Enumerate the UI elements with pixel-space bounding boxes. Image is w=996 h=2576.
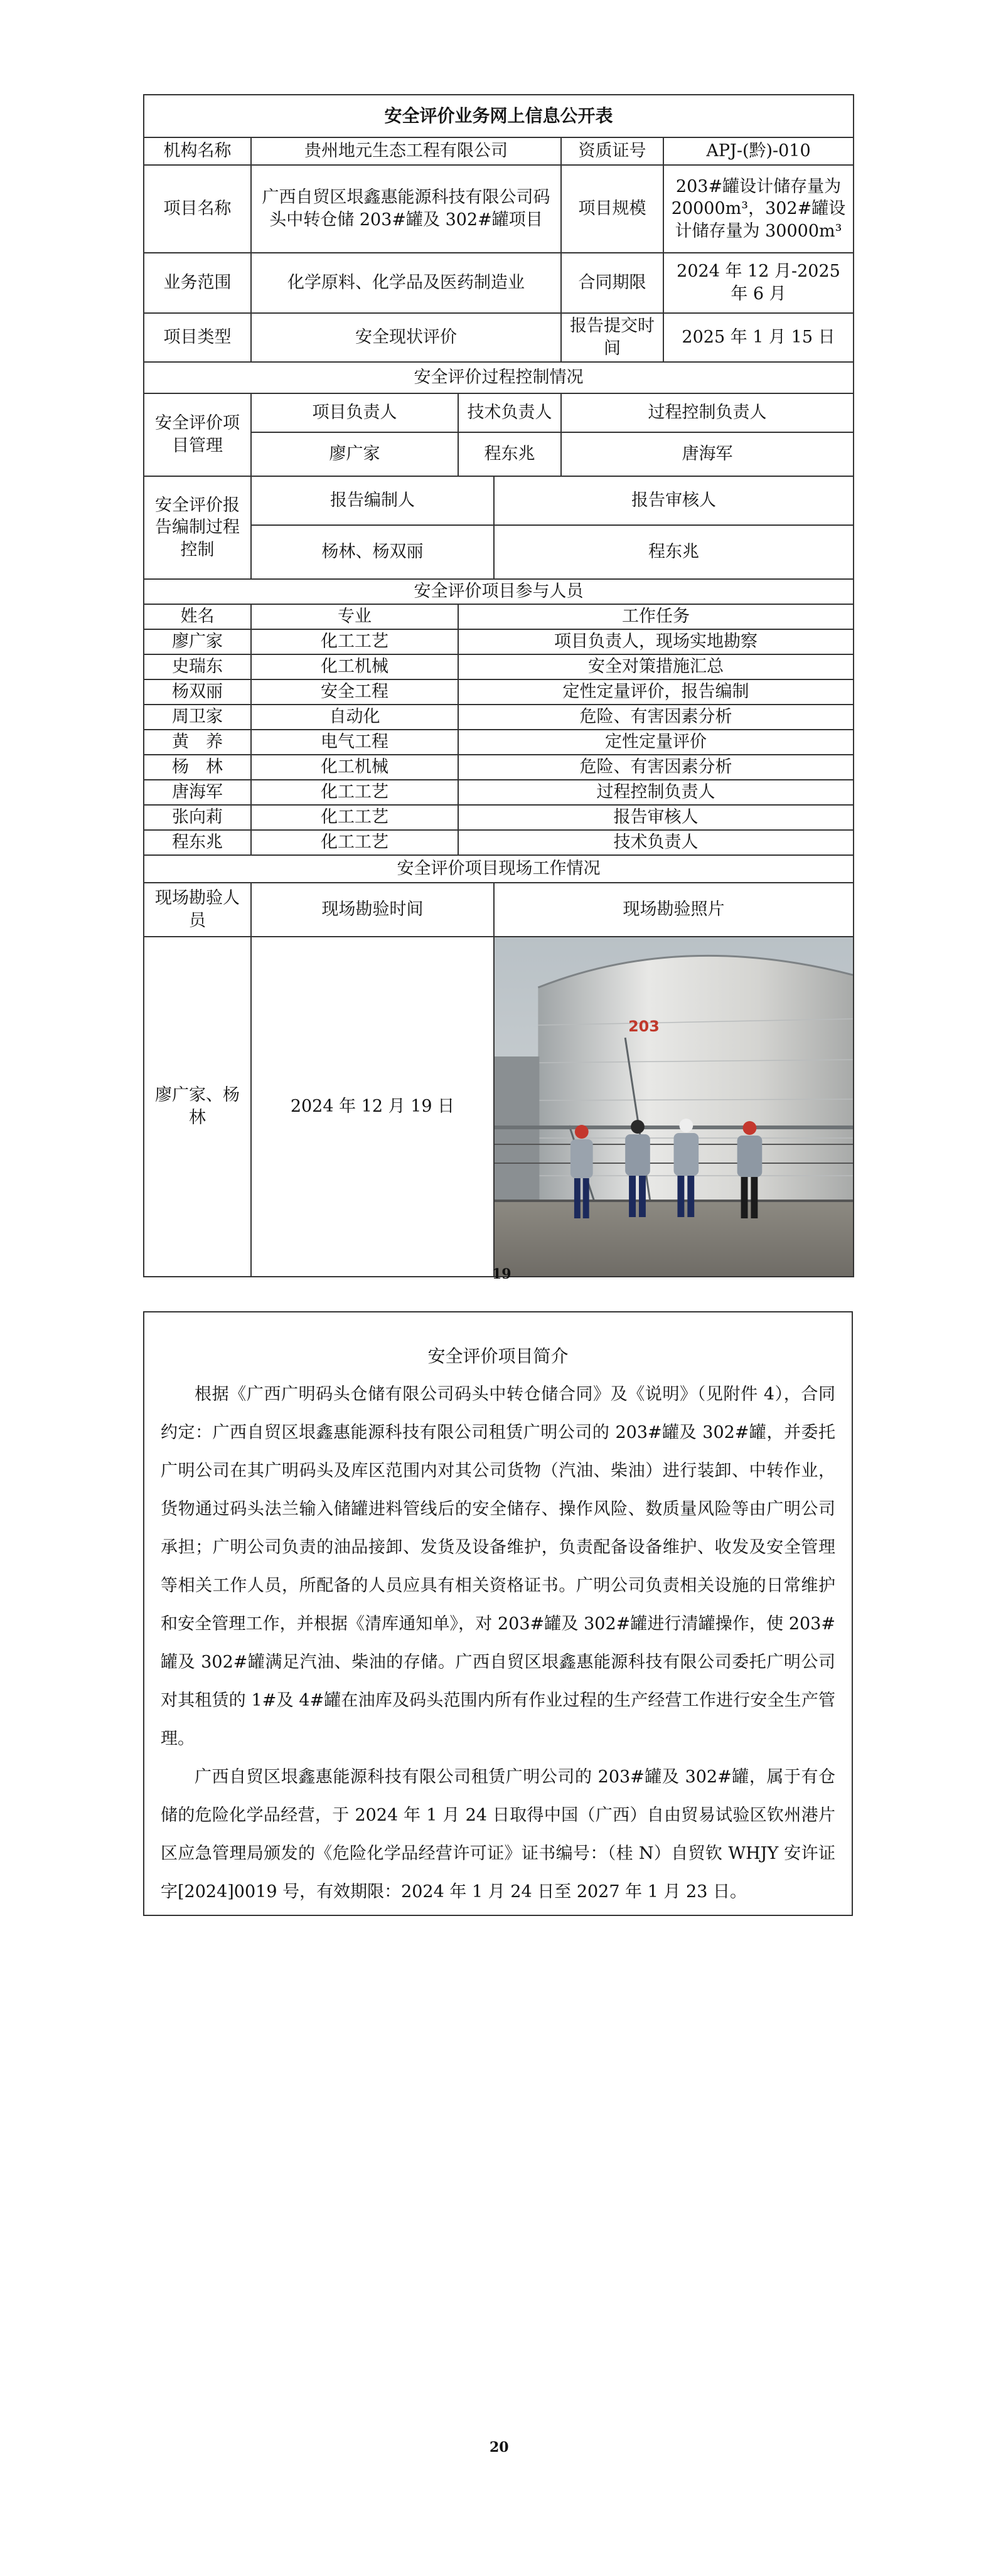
project-name-label: 项目名称 <box>144 165 251 253</box>
participant-name: 周卫家 <box>144 705 251 730</box>
project-intro-box <box>143 1311 853 1916</box>
site-photo-label: 现场勘验照片 <box>494 883 854 937</box>
process-control-title: 安全评价过程控制情况 <box>144 362 854 393</box>
participant-major: 化工机械 <box>251 755 458 780</box>
participant-row <box>144 654 854 679</box>
project-name-value: 广西自贸区垠鑫惠能源科技有限公司码头中转仓储 203#罐及 302#罐项目 <box>251 165 561 253</box>
project-scale-label: 项目规模 <box>561 165 663 253</box>
participant-task: 危险、有害因素分析 <box>458 705 854 730</box>
site-time-value: 2024 年 12 月 19 日 <box>251 937 494 1277</box>
site-people-label: 现场勘验人员 <box>144 883 251 937</box>
page-number: 19 <box>492 1266 511 1282</box>
site-time-label: 现场勘验时间 <box>251 883 494 937</box>
site-title: 安全评价项目现场工作情况 <box>144 855 854 883</box>
participant-row <box>144 730 854 755</box>
participant-row <box>144 805 854 830</box>
site-photo-image <box>495 937 853 1276</box>
participant-name: 杨双丽 <box>144 679 251 705</box>
reviewer-label: 报告审核人 <box>494 476 854 525</box>
participant-task: 定性定量评价，报告编制 <box>458 679 854 705</box>
participant-major: 化工机械 <box>251 654 458 679</box>
participant-task: 过程控制负责人 <box>458 780 854 805</box>
intro-paragraph-2: 广西自贸区垠鑫惠能源科技有限公司租赁广明公司的 203#罐及 302#罐，属于有仓储的危险化学品经营，于 2024 年 1 月 24 日取得中国（广西）自由贸易试验区钦州港片区应急管理局颁发的《危险化学品经营许可证》证书编号：（桂 N）自贸钦 WHJY 安许证字[2024]0019 号，有效期限：2024 年 1 月 24 日至 2027 年 1 月 23 日。 <box>161 1767 835 1902</box>
participant-row <box>144 679 854 705</box>
participant-name: 唐海军 <box>144 780 251 805</box>
participant-task: 报告审核人 <box>458 805 854 830</box>
tech-value: 程东兆 <box>458 432 561 476</box>
report-date-value: 2025 年 1 月 15 日 <box>663 313 854 362</box>
tech-label: 技术负责人 <box>458 393 561 432</box>
writer-value: 杨林、杨双丽 <box>251 525 494 579</box>
participant-name: 程东兆 <box>144 830 251 855</box>
cert-label: 资质证号 <box>561 137 663 165</box>
participant-major: 化工工艺 <box>251 780 458 805</box>
participant-task: 危险、有害因素分析 <box>458 755 854 780</box>
report-ctrl-label: 安全评价报告编制过程控制 <box>144 476 251 579</box>
participant-row <box>144 705 854 730</box>
cert-value: APJ-(黔)-010 <box>663 137 854 165</box>
participant-row <box>144 830 854 855</box>
intro-paragraph-1: 根据《广西广明码头仓储有限公司码头中转仓储合同》及《说明》（见附件 4），合同约定：广西自贸区垠鑫惠能源科技有限公司租赁广明公司的 203#罐及 302#罐，并委托广明公司在其广明码头及库区范围内对其公司货物（汽油、柴油）进行装卸、中转作业，货物通过码头法兰输入储罐进料管线后的安全储存、操作风险、数质量风险等由广明公司承担；广明公司负责的油品接卸、发货及设备维护，负责配备设备维护、收发及安全管理等相关工作人员，所配备的人员应具有相关资格证书。广明公司负责相关设施的日常维护和安全管理工作，并根据《清库通知单》，对 203#罐及 302#罐进行清罐操作，使 203#罐及 302#罐满足汽油、柴油的存储。广西自贸区垠鑫惠能源科技有限公司委托广明公司对其租赁的 1#及 4#罐在油库及码头范围内所有作业过程的生产经营工作进行安全生产管理。 <box>161 1385 835 1748</box>
contract-period-value: 2024 年 12 月-2025 年 6 月 <box>663 253 854 313</box>
page-number: 20 <box>490 2439 509 2456</box>
intro-title: 安全评价项目简介 <box>427 1346 569 1366</box>
table-title: 安全评价业务网上信息公开表 <box>144 95 854 137</box>
participant-task: 项目负责人，现场实地勘察 <box>458 629 854 654</box>
participant-row <box>144 780 854 805</box>
mgmt-label: 安全评价项目管理 <box>144 393 251 476</box>
participant-name: 廖广家 <box>144 629 251 654</box>
info-disclosure-table <box>143 94 854 1277</box>
col-major-header: 专业 <box>251 604 458 629</box>
col-task-header: 工作任务 <box>458 604 854 629</box>
business-scope-label: 业务范围 <box>144 253 251 313</box>
pc-value: 唐海军 <box>561 432 854 476</box>
participant-row <box>144 755 854 780</box>
participant-major: 自动化 <box>251 705 458 730</box>
participants-title: 安全评价项目参与人员 <box>144 579 854 604</box>
project-type-value: 安全现状评价 <box>251 313 561 362</box>
pc-label: 过程控制负责人 <box>561 393 854 432</box>
participant-task: 安全对策措施汇总 <box>458 654 854 679</box>
participant-row <box>144 629 854 654</box>
participant-task: 技术负责人 <box>458 830 854 855</box>
pm-value: 廖广家 <box>251 432 458 476</box>
business-scope-value: 化学原料、化学品及医药制造业 <box>251 253 561 313</box>
participant-major: 化工工艺 <box>251 805 458 830</box>
participant-name: 史瑞东 <box>144 654 251 679</box>
site-photo <box>494 937 854 1277</box>
writer-label: 报告编制人 <box>251 476 494 525</box>
participant-major: 电气工程 <box>251 730 458 755</box>
contract-period-label: 合同期限 <box>561 253 663 313</box>
tank-number: 203 <box>628 1017 660 1036</box>
reviewer-value: 程东兆 <box>494 525 854 579</box>
pm-label: 项目负责人 <box>251 393 458 432</box>
project-type-label: 项目类型 <box>144 313 251 362</box>
participant-name: 张向莉 <box>144 805 251 830</box>
report-date-label: 报告提交时间 <box>561 313 663 362</box>
col-name-header: 姓名 <box>144 604 251 629</box>
participant-name: 杨 林 <box>144 755 251 780</box>
org-label: 机构名称 <box>144 137 251 165</box>
participant-major: 安全工程 <box>251 679 458 705</box>
participant-major: 化工工艺 <box>251 629 458 654</box>
org-value: 贵州地元生态工程有限公司 <box>251 137 561 165</box>
participant-task: 定性定量评价 <box>458 730 854 755</box>
participant-name: 黄 养 <box>144 730 251 755</box>
participant-major: 化工工艺 <box>251 830 458 855</box>
site-people-value: 廖广家、杨林 <box>144 937 251 1277</box>
project-scale-value: 203#罐设计储存量为20000m³，302#罐设计储存量为 30000m³ <box>663 165 854 253</box>
